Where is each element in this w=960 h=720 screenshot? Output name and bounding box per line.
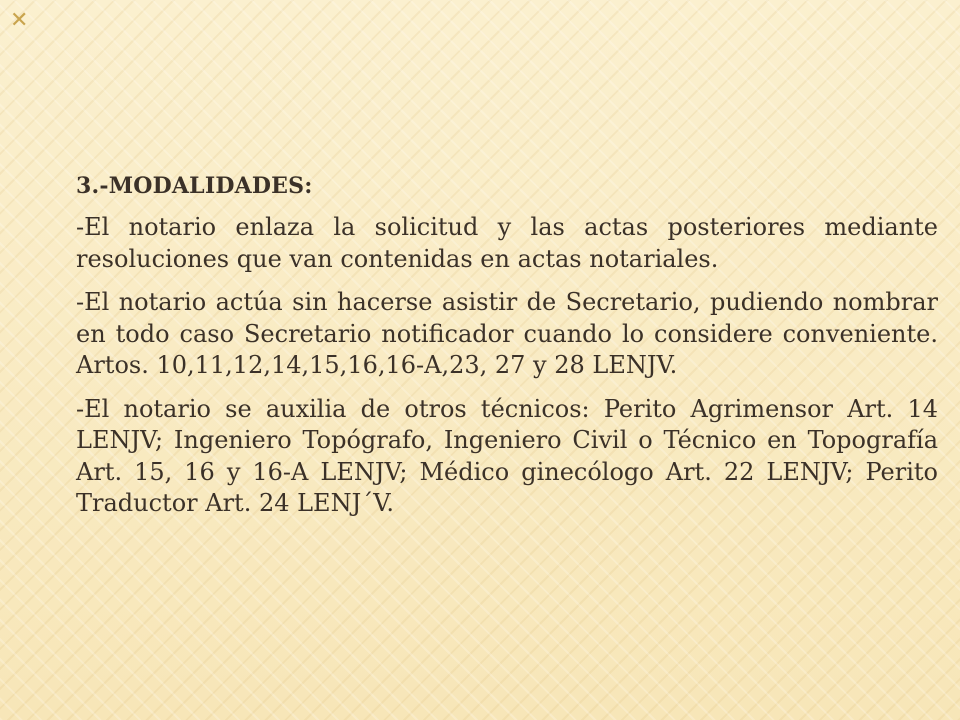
paragraph-enlaza: -El notario enlaza la solicitud y las actas posteriores mediante resoluciones que van contenidas en actas notariales.	[76, 213, 938, 273]
slide-content	[76, 170, 938, 532]
paragraph-secretario: -El notario actúa sin hacerse asistir de Secretario, pudiendo nombrar en todo caso Secretario notificador cuando lo considere conveniente. Artos. 10,11,12,14,15,16,16-A,23, 27 y 28 LENJV.	[76, 288, 938, 379]
paragraph-tecnicos: -El notario se auxilia de otros técnicos: Perito Agrimensor Art. 14 LENJV; Ingeniero Topógrafo, Ingeniero Civil o Técnico en Topografía Art. 15, 16 y 16-A LENJV; Médico ginecólogo Art. 22 LENJV; Perito Traductor Art. 24 LENJ´V.	[76, 394, 938, 517]
slide-heading: 3.-MODALIDADES:	[76, 173, 313, 199]
paragraph-list	[76, 212, 938, 520]
corner-x-icon: ✕	[10, 8, 29, 33]
